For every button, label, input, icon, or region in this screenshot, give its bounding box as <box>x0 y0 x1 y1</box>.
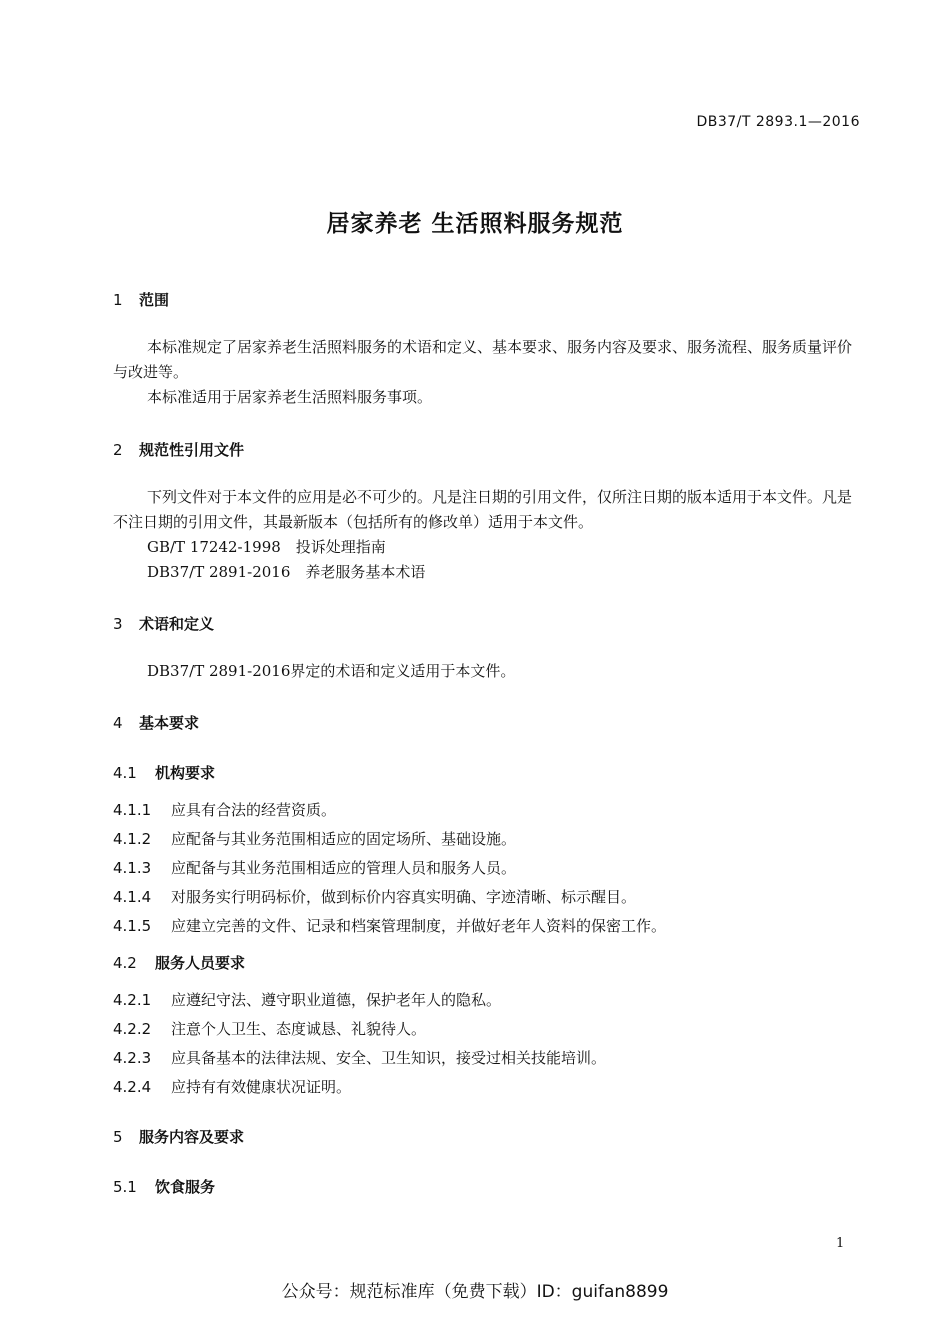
clause-4-1-2 <box>113 828 516 849</box>
clause-text: 应遵纪守法、遵守职业道德，保护老年人的隐私。 <box>171 991 502 1009</box>
subsection-title: 机构要求 <box>155 764 216 782</box>
clause-number: 4.1.1 <box>113 801 152 819</box>
clause-text: 对服务实行明码标价，做到标价内容真实明确、字迹清晰、标示醒目。 <box>171 888 637 906</box>
clause-number: 4.1.2 <box>113 830 152 848</box>
clause-number: 4.2.2 <box>113 1020 152 1038</box>
clause-number: 4.1.5 <box>113 917 152 935</box>
document-title: 居家养老 生活照料服务规范 <box>326 211 624 237</box>
section-title: 基本要求 <box>139 714 200 732</box>
clause-number: 4.2.3 <box>113 1049 152 1067</box>
subsection-5-1-heading <box>113 1176 215 1197</box>
section-3-paragraph-1: DB37/T 2891-2016界定的术语和定义适用于本文件。 <box>147 662 516 680</box>
section-title: 服务内容及要求 <box>139 1128 245 1146</box>
section-2-paragraph-1: 下列文件对于本文件的应用是必不可少的。凡是注日期的引用文件，仅所注日期的版本适用于本文件。凡是不注日期的引用文件，其最新版本（包括所有的修改单）适用于本文件。 <box>113 488 853 531</box>
clause-text: 注意个人卫生、态度诚恳、礼貌待人。 <box>171 1020 427 1038</box>
clause-4-1-1 <box>113 799 336 820</box>
subsection-number: 4.1 <box>113 764 137 782</box>
clause-4-1-5 <box>113 915 666 936</box>
footer-watermark-text: 公众号：规范标准库（免费下载）ID：guifan8899 <box>281 1282 669 1302</box>
subsection-number: 5.1 <box>113 1178 137 1196</box>
clause-4-1-4 <box>113 886 636 907</box>
clause-text: 应具有合法的经营资质。 <box>171 801 337 819</box>
clause-4-2-1 <box>113 989 501 1010</box>
section-3-heading <box>113 613 214 634</box>
section-1-paragraph-1: 本标准规定了居家养老生活照料服务的术语和定义、基本要求、服务内容及要求、服务流程、服务质量评价与改进等。 <box>113 338 853 381</box>
section-5-heading <box>113 1126 244 1147</box>
clause-number: 4.1.4 <box>113 888 152 906</box>
clause-text: 应配备与其业务范围相适应的固定场所、基础设施。 <box>171 830 517 848</box>
section-number: 5 <box>113 1128 123 1146</box>
section-title: 范围 <box>139 291 170 309</box>
subsection-title: 饮食服务 <box>155 1178 216 1196</box>
document-number: DB37/T 2893.1—2016 <box>696 114 860 130</box>
clause-4-2-3 <box>113 1047 606 1068</box>
section-number: 2 <box>113 441 123 459</box>
subsection-4-2-heading <box>113 952 245 973</box>
reference-1: GB/T 17242-1998 投诉处理指南 <box>147 538 386 556</box>
reference-2: DB37/T 2891-2016 养老服务基本术语 <box>147 563 426 581</box>
clause-4-2-2 <box>113 1018 426 1039</box>
clause-number: 4.2.1 <box>113 991 152 1009</box>
section-number: 1 <box>113 291 123 309</box>
clause-number: 4.1.3 <box>113 859 152 877</box>
section-1-paragraph-2: 本标准适用于居家养老生活照料服务事项。 <box>147 388 433 406</box>
subsection-title: 服务人员要求 <box>155 954 246 972</box>
subsection-4-1-heading <box>113 762 215 783</box>
section-number: 4 <box>113 714 123 732</box>
section-4-heading <box>113 712 199 733</box>
section-1-heading <box>113 289 169 310</box>
clause-text: 应建立完善的文件、记录和档案管理制度，并做好老年人资料的保密工作。 <box>171 917 667 935</box>
clause-text: 应持有有效健康状况证明。 <box>171 1078 352 1096</box>
section-title: 术语和定义 <box>139 615 215 633</box>
clause-number: 4.2.4 <box>113 1078 152 1096</box>
section-title: 规范性引用文件 <box>139 441 245 459</box>
section-2-heading <box>113 439 244 460</box>
subsection-number: 4.2 <box>113 954 137 972</box>
clause-text: 应配备与其业务范围相适应的管理人员和服务人员。 <box>171 859 517 877</box>
section-number: 3 <box>113 615 123 633</box>
clause-4-1-3 <box>113 857 516 878</box>
page-number: 1 <box>836 1236 845 1251</box>
clause-4-2-4 <box>113 1076 351 1097</box>
clause-text: 应具备基本的法律法规、安全、卫生知识，接受过相关技能培训。 <box>171 1049 607 1067</box>
